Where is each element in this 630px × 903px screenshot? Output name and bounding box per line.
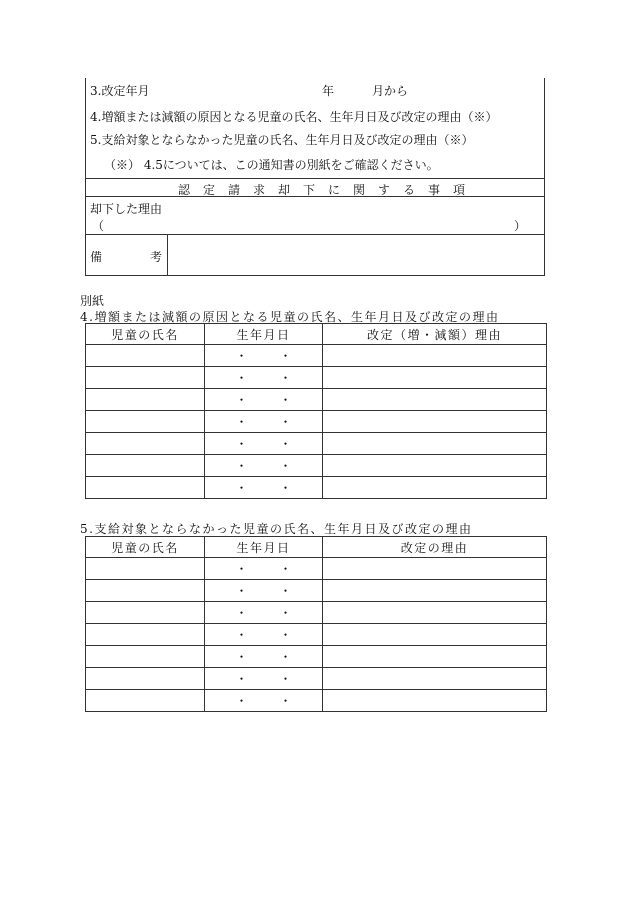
remarks-label-b: 考	[150, 250, 163, 264]
reason-cell[interactable]	[323, 602, 547, 624]
birthdate-cell[interactable]: ・ ・	[205, 345, 323, 367]
table5	[85, 536, 547, 712]
table-row	[86, 668, 547, 690]
remarks-label-cell	[86, 234, 168, 275]
divider-line	[86, 178, 544, 179]
notice-top-box	[85, 78, 545, 276]
table5-title: 5.支給対象とならなかった児童の氏名、生年月日及び改定の理由	[80, 522, 473, 536]
paren-open: （	[92, 219, 105, 233]
name-cell[interactable]	[86, 367, 205, 389]
table-row	[86, 411, 547, 433]
name-cell[interactable]	[86, 345, 205, 367]
birthdate-cell[interactable]: ・ ・	[205, 690, 323, 712]
name-cell[interactable]	[86, 389, 205, 411]
reason-cell[interactable]	[323, 389, 547, 411]
name-cell[interactable]	[86, 433, 205, 455]
table-row	[86, 580, 547, 602]
reason-cell[interactable]	[323, 558, 547, 580]
table-row	[86, 690, 547, 712]
reason-cell[interactable]	[323, 646, 547, 668]
birthdate-cell[interactable]: ・ ・	[205, 411, 323, 433]
item3-label: 3.改定年月	[90, 84, 150, 98]
reason-cell[interactable]	[323, 411, 547, 433]
column-header: 児童の氏名	[86, 324, 205, 345]
name-cell[interactable]	[86, 668, 205, 690]
birthdate-cell[interactable]: ・ ・	[205, 624, 323, 646]
birthdate-cell[interactable]: ・ ・	[205, 367, 323, 389]
column-header: 生年月日	[205, 537, 323, 558]
table-header-row	[86, 324, 547, 345]
table-row	[86, 455, 547, 477]
birthdate-cell[interactable]: ・ ・	[205, 389, 323, 411]
column-header: 生年月日	[205, 324, 323, 345]
birthdate-cell[interactable]: ・ ・	[205, 646, 323, 668]
name-cell[interactable]	[86, 411, 205, 433]
name-cell[interactable]	[86, 477, 205, 499]
item5-text: 5.支給対象とならなかった児童の氏名、生年月日及び改定の理由（※）	[90, 133, 474, 147]
table4	[85, 323, 547, 499]
table-row	[86, 389, 547, 411]
rejection-header: 認定請求却下に関する事項	[178, 183, 479, 197]
reason-cell[interactable]	[323, 455, 547, 477]
birthdate-cell[interactable]: ・ ・	[205, 580, 323, 602]
name-cell[interactable]	[86, 602, 205, 624]
column-header: 改定の理由	[323, 537, 547, 558]
divider-line	[86, 196, 544, 197]
table-row	[86, 345, 547, 367]
reason-cell[interactable]	[323, 433, 547, 455]
name-cell[interactable]	[86, 624, 205, 646]
reason-cell[interactable]	[323, 345, 547, 367]
reason-cell[interactable]	[323, 580, 547, 602]
name-cell[interactable]	[86, 558, 205, 580]
name-cell[interactable]	[86, 690, 205, 712]
table-row	[86, 602, 547, 624]
table4-title: 4.増額または減額の原因となる児童の氏名、生年月日及び改定の理由	[80, 310, 500, 324]
table-row	[86, 558, 547, 580]
item3-month-from: 月から	[372, 84, 409, 98]
name-cell[interactable]	[86, 646, 205, 668]
birthdate-cell[interactable]: ・ ・	[205, 668, 323, 690]
table-row	[86, 477, 547, 499]
birthdate-cell[interactable]: ・ ・	[205, 455, 323, 477]
name-cell[interactable]	[86, 455, 205, 477]
reason-cell[interactable]	[323, 690, 547, 712]
remarks-label-a: 備	[90, 250, 103, 264]
column-header: 児童の氏名	[86, 537, 205, 558]
birthdate-cell[interactable]: ・ ・	[205, 602, 323, 624]
table-row	[86, 433, 547, 455]
name-cell[interactable]	[86, 580, 205, 602]
reason-cell[interactable]	[323, 624, 547, 646]
birthdate-cell[interactable]: ・ ・	[205, 433, 323, 455]
paren-close: ）	[514, 219, 527, 233]
reason-cell[interactable]	[323, 367, 547, 389]
table-header-row	[86, 537, 547, 558]
reason-cell[interactable]	[323, 668, 547, 690]
rejection-reason-label: 却下した理由	[90, 202, 163, 216]
birthdate-cell[interactable]: ・ ・	[205, 558, 323, 580]
appendix-label: 別紙	[80, 294, 105, 308]
item3-year: 年	[322, 84, 335, 98]
column-header: 改定（増・減額）理由	[323, 324, 547, 345]
reason-cell[interactable]	[323, 477, 547, 499]
table-row	[86, 367, 547, 389]
note-text: （※） 4.5については、この通知書の別紙をご確認ください。	[104, 158, 439, 172]
table-row	[86, 646, 547, 668]
table-row	[86, 624, 547, 646]
birthdate-cell[interactable]: ・ ・	[205, 477, 323, 499]
item4-text: 4.増額または減額の原因となる児童の氏名、生年月日及び改定の理由（※）	[90, 110, 498, 124]
